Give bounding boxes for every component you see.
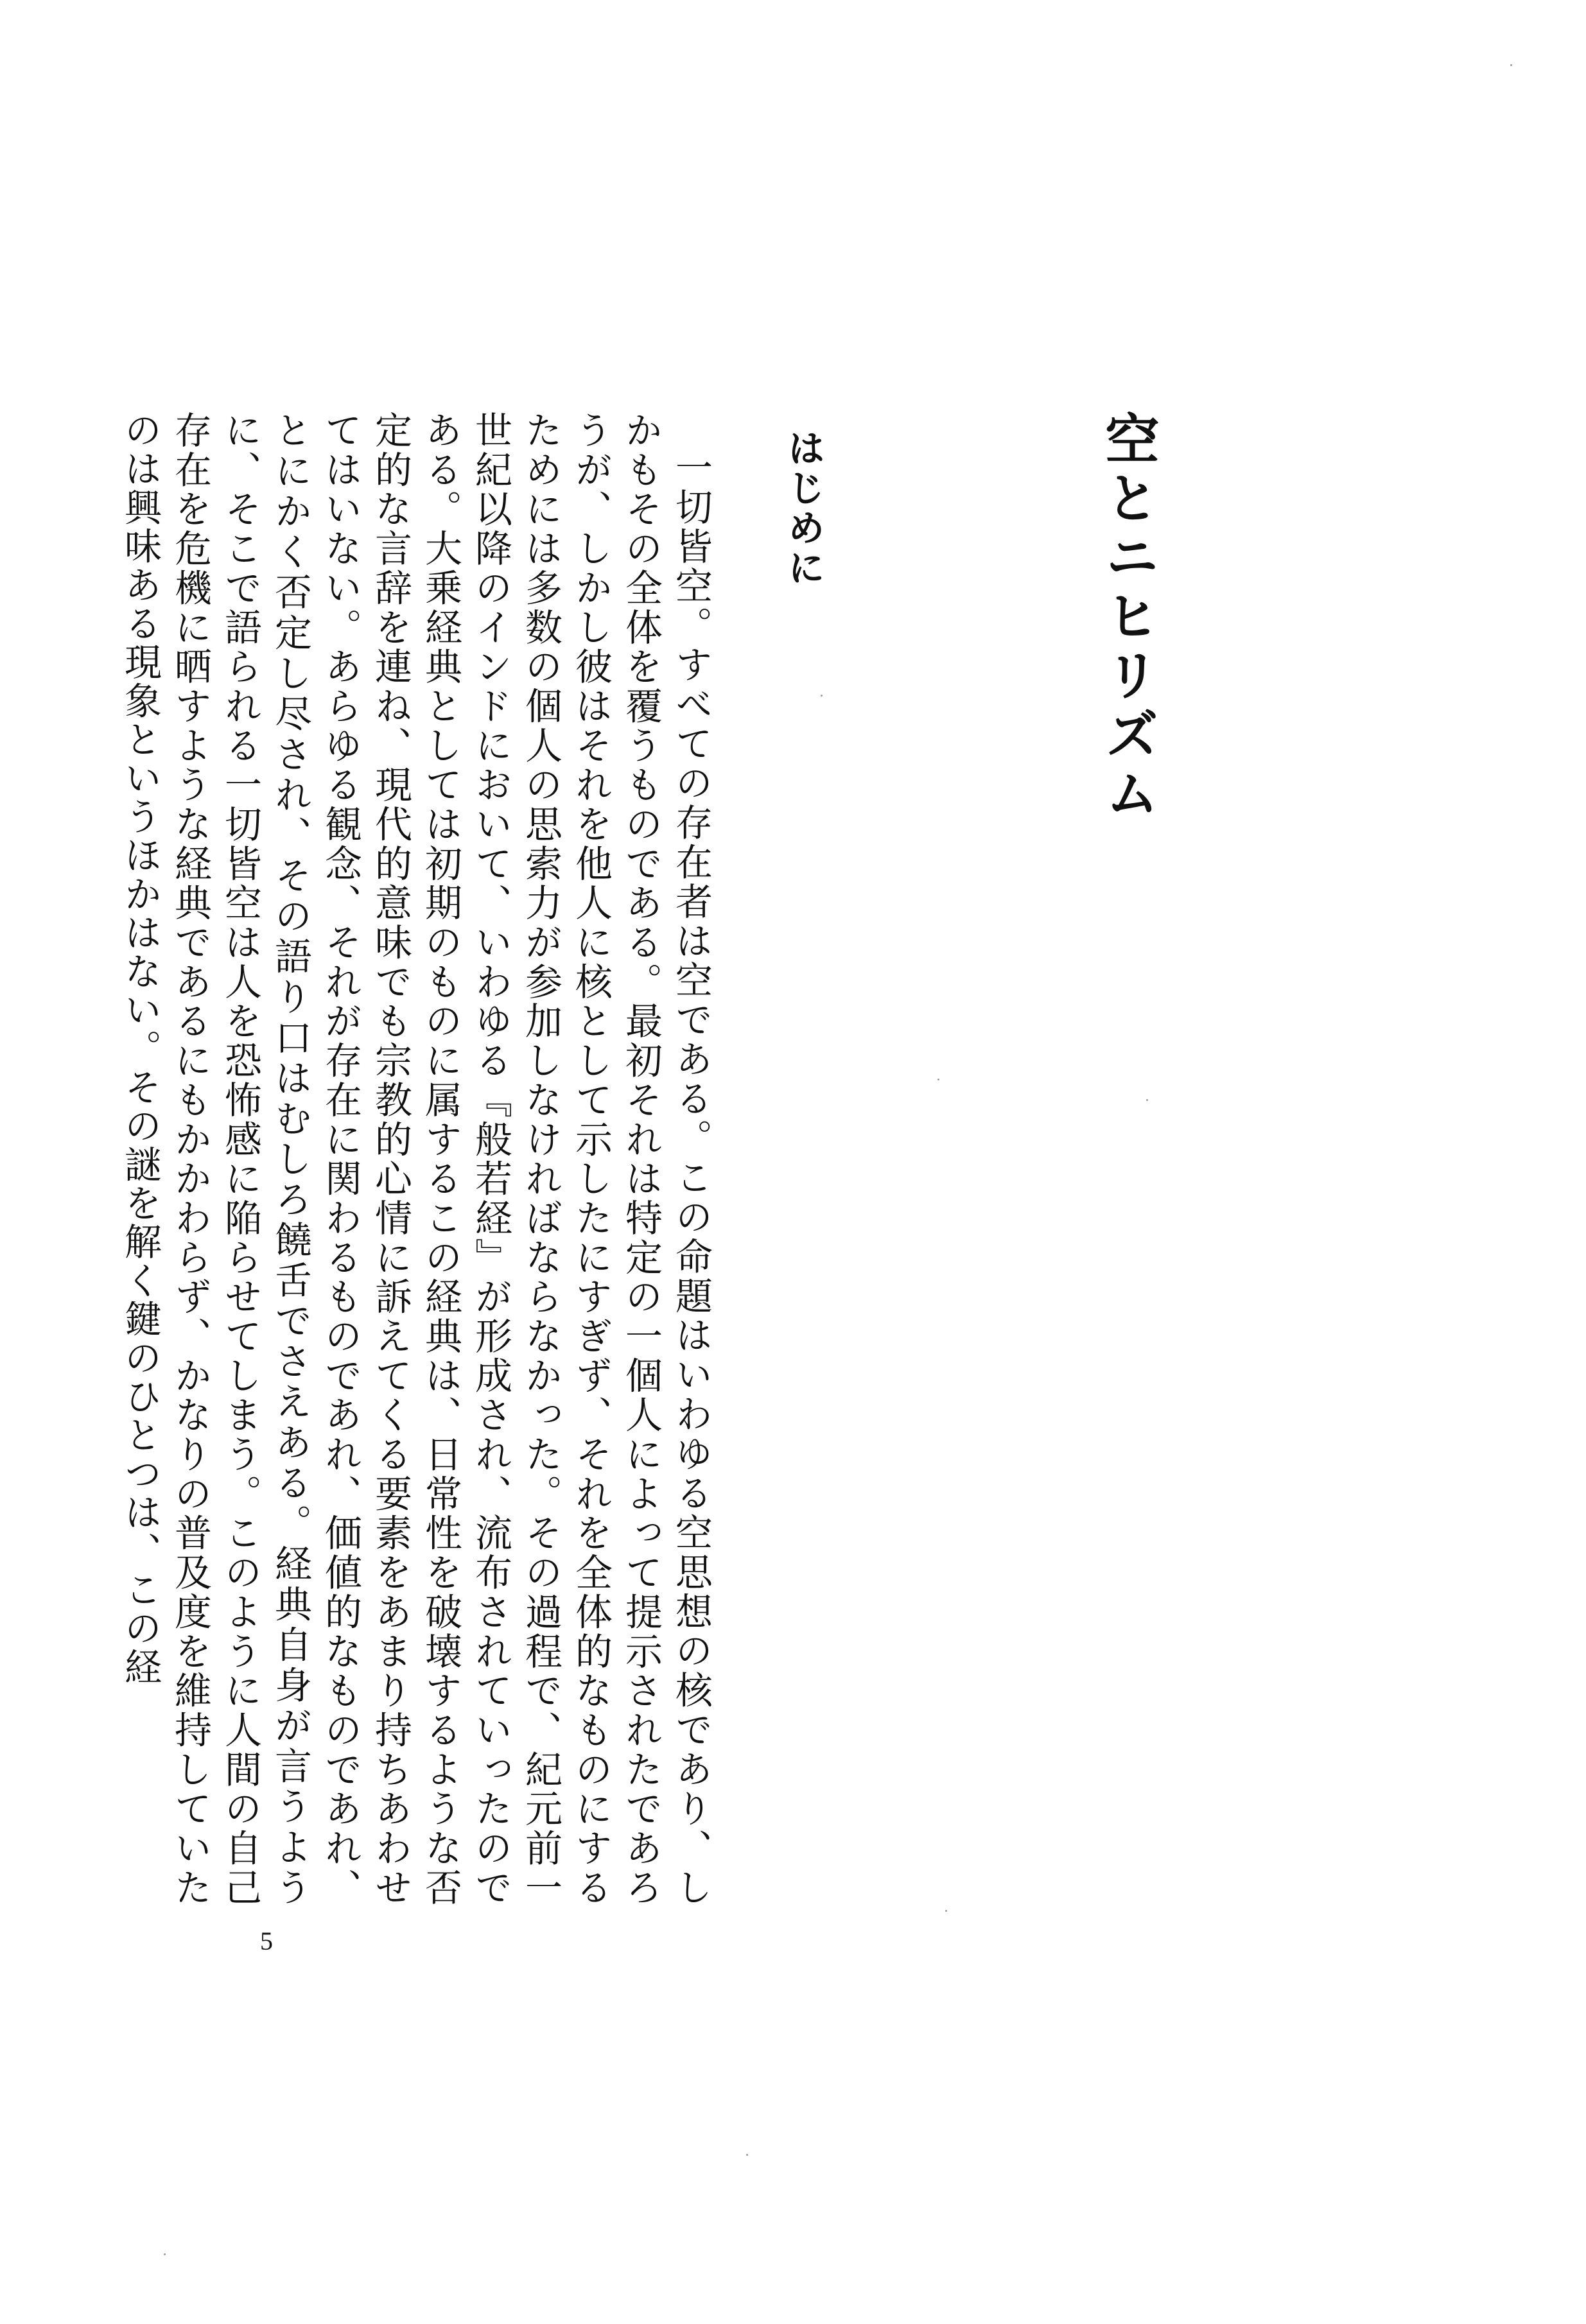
scan-speck <box>1146 1099 1148 1101</box>
scan-speck <box>945 1910 947 1912</box>
scan-speck <box>937 1079 939 1080</box>
scan-speck <box>1510 64 1512 66</box>
scan-speck <box>746 2154 748 2156</box>
page-number: 5 <box>260 1927 273 1955</box>
scan-speck <box>164 2253 166 2255</box>
chapter-title: 空とニヒリズム <box>1097 411 1160 824</box>
section-heading: はじめに <box>781 429 825 588</box>
body-paragraph: 一切皆空。すべての存在者は空である。この命題はいわゆる空思想の核であり、しかもその全体を覆うものである。最初それは特定の一個人によって提示されたであろうが、しかし彼はそれを他人に核として示したにすぎず、それを全体的なものにするためには多数の個人の思索力が参加しなければならなかった。その過程で、紀元前一世紀以降のインドにおいて、いわゆる『般若経』が形成され、流布されていったのである。大乗経典としては初期のものに属するこの経典は、日常性を破壊するような否定的な言辞を連ね、現代的意味でも宗教的心情に訴えてくる要素をあまり持ちあわせてはいない。あらゆる観念、それが存在に関わるものであれ、価値的なものであれ、とにかく否定し尽され、その語り口はむしろ饒舌でさえある。経典自身が言うように、そこで語られる一切皆空は人を恐怖感に陥らせてしまう。このように人間の自己存在を危機に晒すような経典であるにもかかわらず、かなりの普及度を維持していたのは興味ある現象というほかはない。その謎を解く鍵のひとつは、この経 <box>118 411 713 1907</box>
scan-speck <box>821 695 823 697</box>
